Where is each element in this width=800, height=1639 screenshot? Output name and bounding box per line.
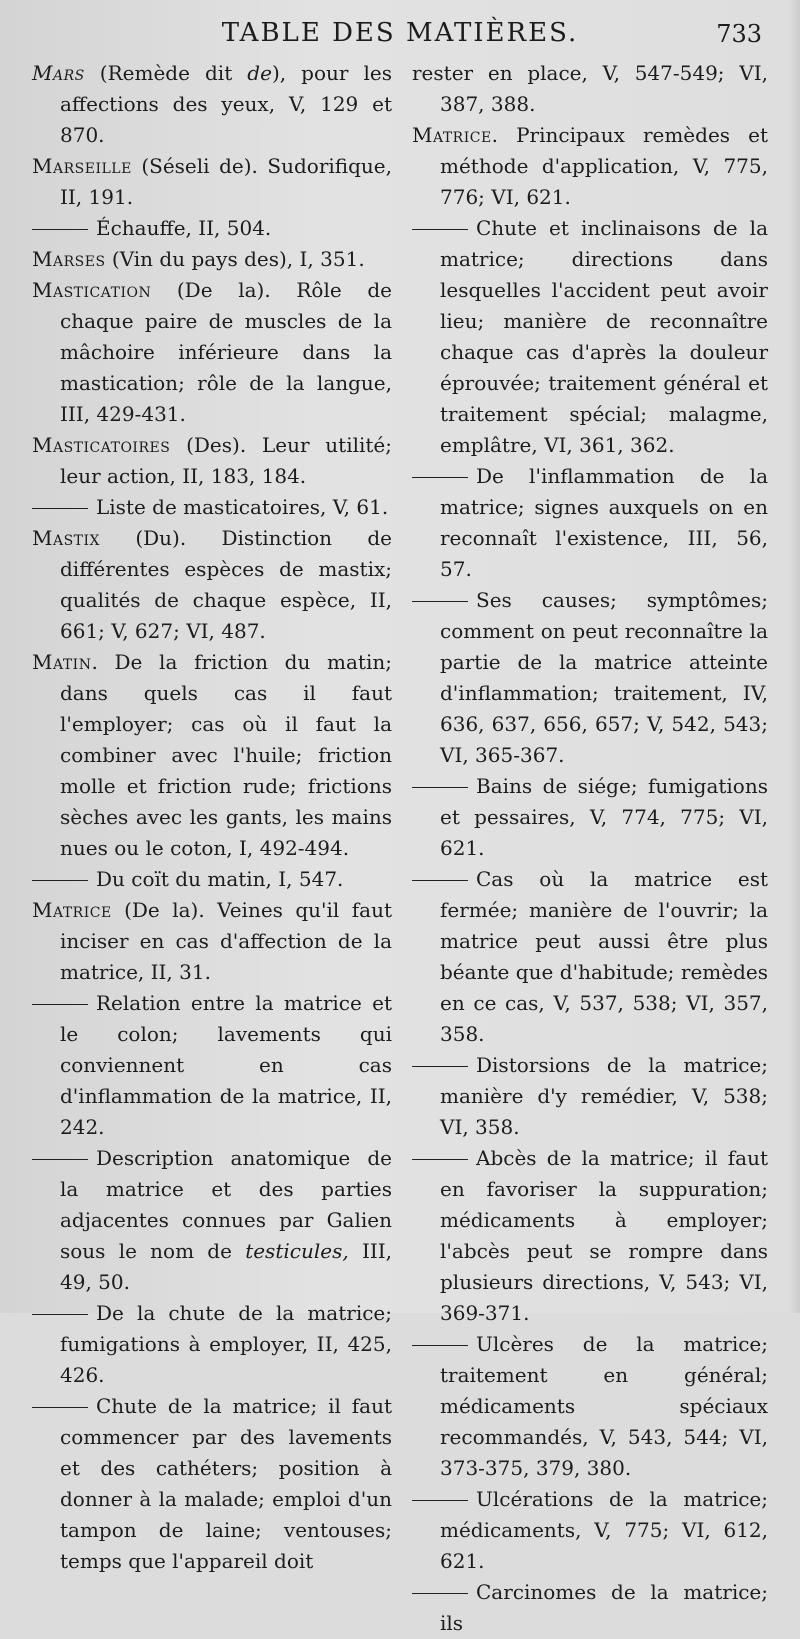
entry-text: (Remède dit xyxy=(84,61,248,85)
entry-headword: Marses xyxy=(32,247,106,271)
index-entry xyxy=(32,988,392,1143)
subentry-text: Échauffe, II, 504. xyxy=(96,216,272,240)
ditto-dash xyxy=(412,1159,468,1160)
ditto-dash xyxy=(412,880,468,881)
entry-headword: Matrice xyxy=(32,898,112,922)
index-entry xyxy=(32,275,392,430)
subentry-text: Cas où la matrice est fermée; manière de l'ouvrir; la matrice peut aussi être plus béante que d'habitude; remèdes en ce cas, V, 537, 538; VI, 357, 358. xyxy=(440,867,768,1046)
entry-text: . Principaux remèdes et méthode d'application, V, 775, 776; VI, 621. xyxy=(440,123,768,209)
ditto-dash xyxy=(412,229,468,230)
index-entry xyxy=(32,492,392,523)
entry-headword: Marseille xyxy=(32,154,132,178)
entry-headword: Mastication xyxy=(32,278,152,302)
index-entry xyxy=(32,151,392,213)
index-entry xyxy=(412,1577,768,1639)
ditto-dash xyxy=(412,1066,468,1067)
right-column xyxy=(412,58,768,1639)
entry-headword: Mastix xyxy=(32,526,101,550)
entry-italic: testicules, xyxy=(245,1239,349,1263)
index-entry xyxy=(412,1050,768,1143)
index-entry xyxy=(412,58,768,120)
entry-text: (Séseli de). Sudorifique, II, 191. xyxy=(60,154,392,209)
index-entry xyxy=(32,864,392,895)
page-title: TABLE DES MATIÈRES. xyxy=(221,18,579,48)
ditto-dash xyxy=(412,601,468,602)
page-edge-shadow xyxy=(788,0,800,1313)
index-entry xyxy=(32,58,392,151)
ditto-dash xyxy=(412,1500,468,1501)
page-number: 733 xyxy=(716,20,762,48)
subentry-text: Distorsions de la matrice; manière d'y remédier, V, 538; VI, 358. xyxy=(440,1053,768,1139)
subentry-text: III, 49, 50. xyxy=(60,1239,393,1294)
entry-headword: Matrice xyxy=(412,123,492,147)
entry-headword: Matin xyxy=(32,650,92,674)
ditto-dash xyxy=(412,1593,468,1594)
subentry-text: Bains de siége; fumigations et pessaires, V, 774, 775; VI, 621. xyxy=(440,774,768,860)
index-entry xyxy=(32,523,392,647)
subentry-text: Chute et inclinaisons de la matrice; directions dans lesquelles l'accident peut avoir lieu; manière de reconnaître chaque cas d'après la douleur éprouvée; traitement général et traitement spécial; malagme, emplâtre, VI, 361, 362. xyxy=(440,216,768,457)
index-entry xyxy=(412,864,768,1050)
ditto-dash xyxy=(32,880,88,881)
index-entry xyxy=(32,213,392,244)
subentry-text: Chute de la matrice; il faut commencer par des lavements et des cathéters; position à donner à la malade; emploi d'un tampon de laine; ventouses; temps que l'appareil doit xyxy=(60,1394,392,1573)
entry-italic: de xyxy=(247,61,272,85)
left-column xyxy=(32,58,392,1577)
ditto-dash xyxy=(412,1345,468,1346)
entry-headword: Mars xyxy=(32,61,85,85)
index-entry xyxy=(32,647,392,864)
subentry-text: Abcès de la matrice; il faut en favoriser la suppuration; médicaments à employer; l'abcès peut se rompre dans plusieurs directions, V, 543; VI, 369-371. xyxy=(440,1146,768,1325)
subentry-text: Relation entre la matrice et le colon; lavements qui conviennent en cas d'inflammation de la matrice, II, 242. xyxy=(60,991,392,1139)
entry-text: (Du). Distinction de différentes espèces de mastix; qualités de chaque espèce, II, 661; V, 627; VI, 487. xyxy=(60,526,392,643)
index-entry xyxy=(412,1143,768,1329)
index-entry xyxy=(412,213,768,461)
ditto-dash xyxy=(412,477,468,478)
entry-headword: Masticatoires xyxy=(32,433,171,457)
entry-text: ), pour les affections des yeux, V, 129 et 870. xyxy=(60,61,392,147)
subentry-text: Ulcérations de la matrice; médicaments, V, 775; VI, 612, 621. xyxy=(440,1487,768,1573)
ditto-dash xyxy=(32,1407,88,1408)
running-header xyxy=(0,16,800,52)
subentry-text: Ses causes; symptômes; comment on peut reconnaître la partie de la matrice atteinte d'inflammation; traitement, IV, 636, 637, 656, 657; V, 542, 543; VI, 365-367. xyxy=(440,588,768,767)
subentry-text: Du coït du matin, I, 547. xyxy=(96,867,344,891)
entry-text: . De la friction du matin; dans quels cas il faut l'employer; cas où il faut la combiner avec l'huile; friction molle et friction rude; frictions sèches avec les gants, les mains nues ou le coton, I, 492-494. xyxy=(60,650,392,860)
ditto-dash xyxy=(32,1314,88,1315)
index-entry xyxy=(32,430,392,492)
entry-continuation: rester en place, V, 547-549; VI, 387, 388. xyxy=(412,61,768,116)
ditto-dash xyxy=(32,229,88,230)
index-entry xyxy=(412,120,768,213)
subentry-text: Description anatomique de la matrice et des parties adjacentes connues par Galien sous le nom de xyxy=(60,1146,392,1263)
entry-text: (De la). Veines qu'il faut inciser en cas d'affection de la matrice, II, 31. xyxy=(60,898,392,984)
ditto-dash xyxy=(412,787,468,788)
index-entry xyxy=(412,1484,768,1577)
index-entry xyxy=(412,1329,768,1484)
entry-text: (De la). Rôle de chaque paire de muscles de la mâchoire inférieure dans la mastication; rôle de la langue, III, 429-431. xyxy=(60,278,392,426)
index-entry xyxy=(32,1298,392,1391)
index-entry xyxy=(412,771,768,864)
index-entry xyxy=(32,895,392,988)
index-entry xyxy=(412,461,768,585)
subentry-text: Ulcères de la matrice; traitement en général; médicaments spéciaux recommandés, V, 543, 544; VI, 373-375, 379, 380. xyxy=(440,1332,768,1480)
ditto-dash xyxy=(32,1004,88,1005)
entry-text: (Des). Leur utilité; leur action, II, 183, 184. xyxy=(60,433,392,488)
index-entry xyxy=(412,585,768,771)
entry-text: (Vin du pays des), I, 351. xyxy=(105,247,365,271)
subentry-text: Carcinomes de la matrice; ils xyxy=(440,1580,768,1635)
ditto-dash xyxy=(32,1159,88,1160)
subentry-text: De la chute de la matrice; fumigations à employer, II, 425, 426. xyxy=(60,1301,392,1387)
index-entry xyxy=(32,244,392,275)
subentry-text: Liste de masticatoires, V, 61. xyxy=(96,495,389,519)
index-entry xyxy=(32,1143,392,1298)
index-entry xyxy=(32,1391,392,1577)
subentry-text: De l'inflammation de la matrice; signes auxquels on en reconnaît l'existence, III, 56, 57. xyxy=(440,464,768,581)
ditto-dash xyxy=(32,508,88,509)
